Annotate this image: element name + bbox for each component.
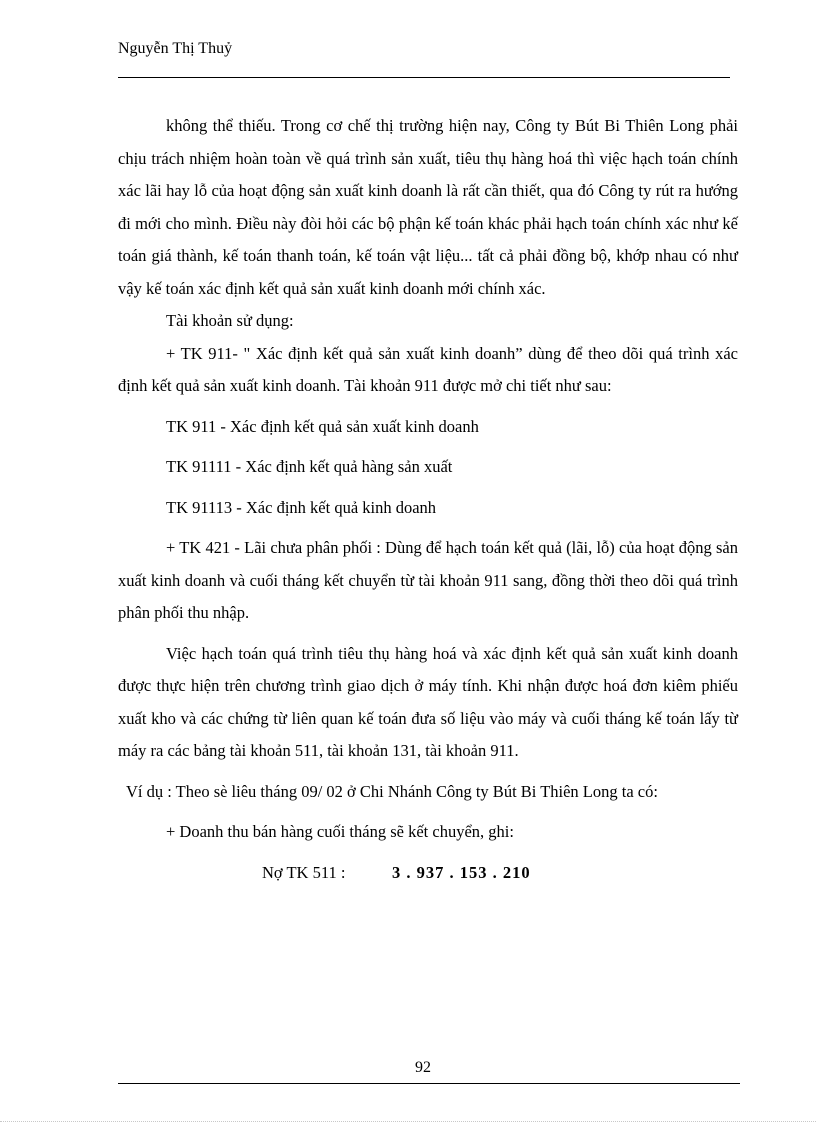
paragraph-tk911: + TK 911- " Xác định kết quả sản xuất kinh doanh” dùng để theo dõi quá trình xác định kết quả sản xuất kinh doanh. Tài khoản 911 được mở chi tiết như sau:: [118, 343, 738, 395]
paragraph-intro: không thể thiếu. Trong cơ chế thị trường hiện nay, Công ty Bút Bi Thiên Long phải chịu trách nhiệm hoàn toàn về quá trình sản xuất, tiêu thụ hàng hoá thì việc hạch toán chính xác lãi hay lỗ của hoạt động sản xuất kinh doanh là rất cần thiết, qua đó Công ty rút ra hướng đi mới cho mình. Điều này đòi hỏi các bộ phận kế toán khác phải hạch toán chính xác như kế toán giá thành, kế toán thanh toán, kế toán vật liệu... tất cả phải đồng bộ, khớp nhau có như vậy kế toán xác định kết quả sản xuất kinh doanh mới chính xác.: [118, 116, 738, 298]
account-item: TK 91113 - Xác định kết quả kinh doanh: [166, 497, 437, 517]
ledger-entry-amount: 3 . 937 . 153 . 210: [392, 862, 531, 882]
accounts-used-heading: Tài khoản sử dụng:: [166, 311, 294, 330]
ledger-entry: [118, 857, 738, 890]
header-author: Nguyễn Thị Thuỷ: [118, 40, 233, 57]
paragraph-example: Ví dụ : Theo sè liêu tháng 09/ 02 ở Chi Nhánh Công ty Bút Bi Thiên Long ta có:: [126, 781, 658, 801]
footer-divider: [118, 1083, 740, 1084]
page-number: 92: [415, 1059, 431, 1076]
account-item: TK 91111 - Xác định kết quả hàng sản xuất: [166, 457, 453, 476]
paragraph-process: Việc hạch toán quá trình tiêu thụ hàng hoá và xác định kết quả sản xuất kinh doanh được thực hiện trên chương trình giao dịch ở máy tính. Khi nhận được hoá đơn kiêm phiếu xuất kho và các chứng từ liên quan kế toán đưa số liệu vào máy và cuối tháng kế toán lấy từ máy ra các bảng tài khoản 511, tài khoản 131, tài khoản 911.: [118, 643, 738, 760]
paragraph-tk421: + TK 421 - Lãi chưa phân phối : Dùng để hạch toán kết quả (lãi, lỗ) của hoạt động sản xuất kinh doanh và cuối tháng kết chuyển từ tài khoản 911 sang, đồng thời theo dõi quá trình phân phối thu nhập.: [118, 538, 738, 622]
revenue-transfer-line: + Doanh thu bán hàng cuối tháng sẽ kết chuyển, ghi:: [166, 822, 514, 841]
account-item: TK 911 - Xác định kết quả sản xuất kinh doanh: [166, 416, 479, 436]
document-body: [118, 110, 738, 889]
ledger-entry-label: Nợ TK 511 :: [262, 862, 346, 882]
header-divider: [118, 77, 730, 78]
page-edge-dots: [0, 1121, 816, 1122]
